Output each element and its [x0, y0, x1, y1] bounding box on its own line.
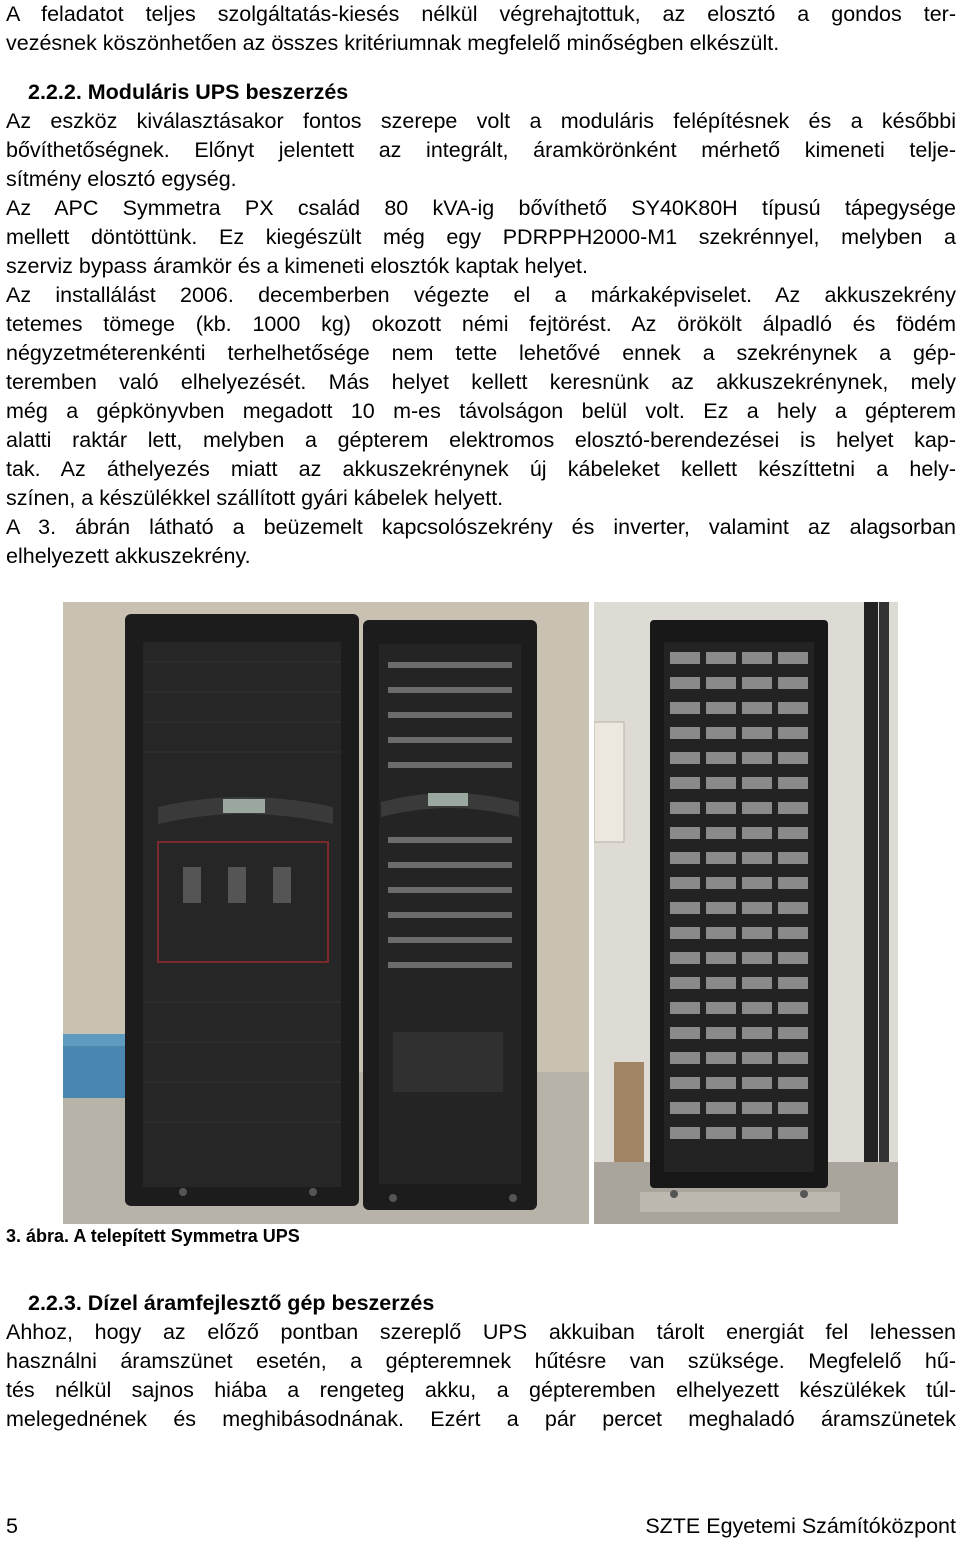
battery-module — [670, 1052, 700, 1064]
battery-module — [778, 1027, 808, 1039]
battery-module — [706, 677, 736, 689]
battery-module — [742, 902, 772, 914]
battery-module — [778, 902, 808, 914]
battery-module — [670, 677, 700, 689]
battery-module — [706, 652, 736, 664]
battery-module — [742, 1127, 772, 1139]
text-line: szerviz bypass áramkör és a kimeneti elosztók kaptak helyet. — [6, 254, 588, 278]
battery-module — [742, 1002, 772, 1014]
battery-module — [742, 977, 772, 989]
ups-figure — [63, 602, 898, 1224]
battery-module — [778, 752, 808, 764]
section-diesel — [6, 1289, 956, 1434]
battery-module — [706, 827, 736, 839]
text-line: sítmény elosztó egység. — [6, 167, 237, 191]
battery-module — [742, 752, 772, 764]
battery-module — [670, 1127, 700, 1139]
text-line: bővíthetőségnek. Előnyt jelentett az integrált, áramkörönként mérhető kimeneti telje- — [6, 138, 956, 162]
battery-module — [778, 927, 808, 939]
battery-module — [742, 927, 772, 939]
battery-module — [742, 677, 772, 689]
battery-module — [742, 877, 772, 889]
battery-module — [778, 727, 808, 739]
text-line: alatti raktár lett, melyben a gépterem elektromos elosztó-berendezései is helyet kap- — [6, 428, 956, 452]
text-line: Az APC Symmetra PX család 80 kVA-ig bővíthető SY40K80H típusú tápegysége — [6, 196, 956, 220]
battery-module — [706, 977, 736, 989]
battery-module — [778, 1002, 808, 1014]
text-line: tés nélkül sajnos hiába a rengeteg akku, a gépteremben elhelyezett készülékek túl- — [6, 1378, 956, 1402]
text-line: mellett döntöttünk. Ez kiegészült még egy PDRPPH2000-M1 szekrénnyel, melyben a — [6, 225, 956, 249]
battery-module — [706, 877, 736, 889]
battery-module — [670, 902, 700, 914]
battery-module — [670, 977, 700, 989]
battery-module — [706, 727, 736, 739]
battery-module — [706, 777, 736, 789]
battery-module — [742, 852, 772, 864]
battery-module — [706, 902, 736, 914]
intro-paragraph — [6, 0, 956, 58]
battery-module — [778, 827, 808, 839]
battery-module — [778, 702, 808, 714]
text-line: használni áramszünet esetén, a gépteremnek hűtésre van szüksége. Megfelelő hű- — [6, 1349, 956, 1373]
section-heading: 2.2.2. Moduláris UPS beszerzés — [28, 80, 349, 104]
battery-module — [778, 677, 808, 689]
text-line: Az eszköz kiválasztásakor fontos szerepe volt a moduláris felépítésnek és a későbbi — [6, 109, 956, 133]
battery-module — [706, 1127, 736, 1139]
battery-module — [778, 652, 808, 664]
text-line: vezésnek köszönhetően az összes kritériumnak megfelelő minőségben elkészült. — [6, 31, 780, 55]
text-line: négyzetméterenkénti terhelhetősége nem tette lehetővé ennek a szekrénynek a gép- — [6, 341, 956, 365]
battery-module — [778, 1127, 808, 1139]
text-line: teremben való elhelyezését. Más helyet kellett keresnünk az akkuszekrénynek, mely — [6, 370, 956, 394]
section-heading: 2.2.3. Dízel áramfejlesztő gép beszerzés — [28, 1291, 435, 1315]
text-line: Az installálást 2006. decemberben végezte el a márkaképviselet. Az akkuszekrény — [6, 283, 956, 307]
battery-module — [706, 752, 736, 764]
battery-module — [742, 1027, 772, 1039]
battery-module — [670, 1002, 700, 1014]
battery-module — [742, 1077, 772, 1089]
battery-module — [670, 827, 700, 839]
battery-module — [670, 802, 700, 814]
text-line: színen, a készülékkel szállított gyári kábelek helyett. — [6, 486, 504, 510]
battery-module — [670, 952, 700, 964]
page-number: 5 — [6, 1514, 18, 1538]
battery-module — [670, 1077, 700, 1089]
battery-module — [670, 1102, 700, 1114]
section-ups — [6, 78, 956, 571]
battery-module — [742, 802, 772, 814]
battery-module — [670, 702, 700, 714]
battery-module — [778, 802, 808, 814]
text-line: A feladatot teljes szolgáltatás-kiesés nélkül végrehajtottuk, az elosztó a gondos ter- — [6, 2, 956, 26]
battery-module — [778, 952, 808, 964]
battery-module — [778, 852, 808, 864]
battery-module — [706, 802, 736, 814]
battery-module — [706, 702, 736, 714]
battery-module — [670, 877, 700, 889]
battery-module — [778, 977, 808, 989]
text-line: tak. Az áthelyezés miatt az akkuszekrénynek új kábeleket kellett készíttetni a hely- — [6, 457, 956, 481]
battery-module — [742, 777, 772, 789]
battery-module — [742, 952, 772, 964]
text-line: tetemes tömege (kb. 1000 kg) okozott némi fejtörést. Az örökölt álpadló és födém — [6, 312, 956, 336]
battery-module — [742, 1052, 772, 1064]
battery-module — [706, 1002, 736, 1014]
battery-module — [670, 752, 700, 764]
footer-organization: SZTE Egyetemi Számítóközpont — [645, 1514, 956, 1538]
battery-module — [742, 652, 772, 664]
text-line: melegednének és meghibásodnának. Ezért a pár percet meghaladó áramszünetek — [6, 1407, 956, 1431]
text-line: Ahhoz, hogy az előző pontban szereplő UPS akkuiban tárolt energiát fel lehessen — [6, 1320, 956, 1344]
battery-module — [706, 1102, 736, 1114]
battery-module — [706, 1052, 736, 1064]
battery-module — [670, 727, 700, 739]
battery-module — [706, 1027, 736, 1039]
battery-module — [742, 727, 772, 739]
battery-module — [670, 1027, 700, 1039]
battery-module — [706, 952, 736, 964]
photo-switch-cabinet-and-inverter — [63, 602, 589, 1224]
battery-module — [706, 1077, 736, 1089]
battery-module — [742, 1102, 772, 1114]
battery-module — [670, 777, 700, 789]
text-line: elhelyezett akkuszekrény. — [6, 544, 251, 568]
battery-module — [670, 852, 700, 864]
text-line: A 3. ábrán látható a beüzemelt kapcsolószekrény és inverter, valamint az alagsorban — [6, 515, 956, 539]
battery-module — [778, 877, 808, 889]
battery-module — [778, 1102, 808, 1114]
battery-module — [670, 652, 700, 664]
battery-module — [706, 927, 736, 939]
battery-module — [742, 827, 772, 839]
battery-module — [742, 702, 772, 714]
battery-module — [778, 1052, 808, 1064]
battery-module — [778, 1077, 808, 1089]
battery-module — [670, 927, 700, 939]
figure-caption: 3. ábra. A telepített Symmetra UPS — [6, 1226, 300, 1246]
battery-module — [706, 852, 736, 864]
battery-module — [778, 777, 808, 789]
text-line: még a gépkönyvben megadott 10 m-es távolságon belül volt. Ez a hely a gépterem — [6, 399, 956, 423]
photo-battery-cabinet — [594, 602, 898, 1224]
